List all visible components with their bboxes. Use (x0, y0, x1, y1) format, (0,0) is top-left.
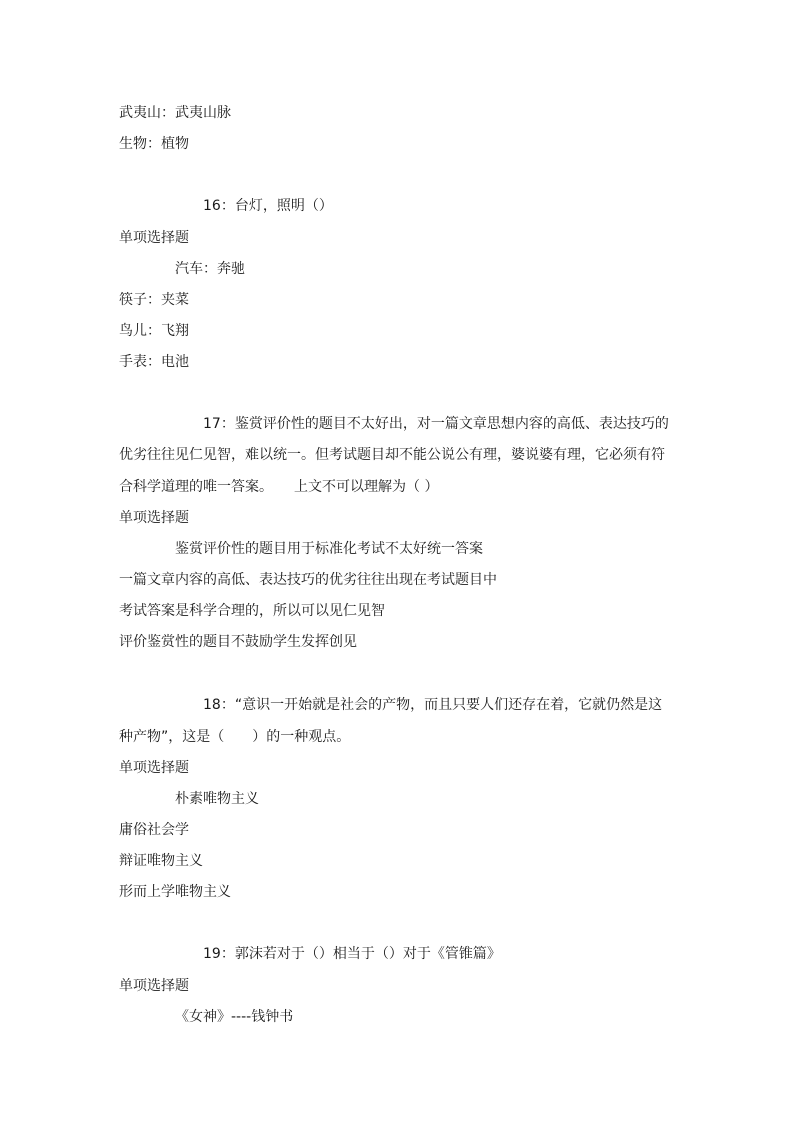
question-16-option-a: 汽车：奔驰 (175, 261, 245, 277)
question-17-option-b: 一篇文章内容的高低、表达技巧的优劣往往出现在考试题目中 (119, 572, 497, 588)
question-17-stem-line-1: 17：鉴赏评价性的题目不太好出，对一篇文章思想内容的高低、表达技巧的 (203, 416, 669, 432)
question-17-option-d: 评价鉴赏性的题目不鼓励学生发挥创见 (119, 634, 357, 650)
question-17-stem-line-3: 合科学道理的唯一答案。 上文不可以理解为（ ） (119, 479, 439, 495)
question-16-stem: 16：台灯，照明（） (203, 198, 333, 214)
option-text: 武夷山：武夷山脉 (119, 105, 231, 121)
question-19-option-a: 《女神》----钱钟书 (175, 1009, 294, 1025)
question-18-option-a: 朴素唯物主义 (175, 791, 259, 807)
question-16-type: 单项选择题 (119, 230, 189, 246)
question-18-option-d: 形而上学唯物主义 (119, 884, 231, 900)
question-16-option-c: 鸟儿：飞翔 (119, 323, 189, 339)
question-16-option-d: 手表：电池 (119, 354, 189, 370)
question-17-type: 单项选择题 (119, 510, 189, 526)
question-19-stem: 19：郭沫若对于（）相当于（）对于《管锥篇》 (203, 946, 501, 962)
question-18-option-c: 辩证唯物主义 (119, 853, 203, 869)
question-17-stem-line-2: 优劣往往见仁见智，难以统一。但考试题目却不能公说公有理，婆说婆有理，它必须有符 (119, 447, 665, 463)
question-18-option-b: 庸俗社会学 (119, 822, 189, 838)
question-16-option-b: 筷子：夹菜 (119, 292, 189, 308)
question-18-stem-line-1: 18：“意识一开始就是社会的产物，而且只要人们还存在着，它就仍然是这 (203, 697, 663, 713)
question-18-stem-line-2: 种产物”，这是（ ）的一种观点。 (119, 729, 351, 745)
question-17-option-a: 鉴赏评价性的题目用于标准化考试不太好统一答案 (175, 541, 483, 557)
question-19-type: 单项选择题 (119, 978, 189, 994)
question-18-type: 单项选择题 (119, 760, 189, 776)
question-17-option-c: 考试答案是科学合理的，所以可以见仁见智 (119, 603, 385, 619)
option-text: 生物：植物 (119, 136, 189, 152)
